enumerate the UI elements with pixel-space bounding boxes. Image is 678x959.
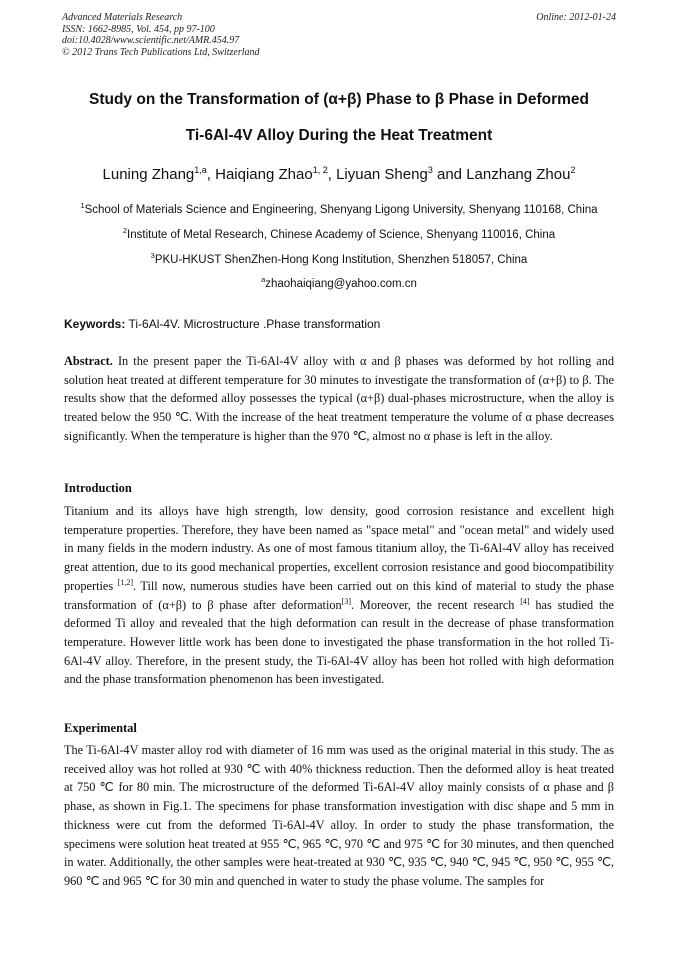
doi-line: doi:10.4028/www.scientific.net/AMR.454.97 — [62, 35, 240, 46]
author-affil-sup: 3 — [427, 165, 433, 175]
author-name: Liyuan Sheng — [336, 166, 428, 183]
experimental-body — [64, 741, 614, 951]
author-separator: , — [327, 166, 337, 183]
affiliation-text: PKU-HKUST ShenZhen-Hong Kong Institution, Shenzhen 518057, China — [154, 254, 528, 266]
paper-title-line-2: Ti-6Al-4V Alloy During the Heat Treatment — [185, 127, 493, 144]
affiliation-text: School of Materials Science and Engineering, Shenyang Ligong University, Shenyang 110168, China — [84, 204, 598, 216]
intro-text: has studied the deformed Ti alloy and revealed that the high deformation can result in the decrease of phase transformation temperature. However little work has been done to investigated the phase transformation in the hot rolled Ti-6Al-4V alloy. Therefore, in the present study, the Ti-6Al-4V alloy has been hot rolled with high deformation and the phase transformation phenomenon has been investigated. — [64, 597, 614, 687]
author-name: Haiqiang Zhao — [215, 166, 313, 183]
affiliation-3 — [0, 251, 678, 266]
abstract-label: Abstract. — [64, 354, 113, 368]
paper-title-line-1: Study on the Transformation of (α+β) Phase to β Phase in Deformed — [89, 91, 589, 108]
author-affil-sup: 1,a — [194, 165, 207, 175]
citation: [1,2] — [117, 577, 134, 587]
abstract — [64, 352, 614, 446]
issn-line: ISSN: 1662-8985, Vol. 454, pp 97-100 — [62, 23, 215, 35]
keywords-text: Ti-6Al-4V. Microstructure .Phase transformation — [125, 317, 381, 331]
online-date-text: Online: 2012-01-24 — [536, 12, 616, 23]
citation: [4] — [520, 596, 530, 606]
experimental-heading: Experimental — [64, 721, 137, 735]
citation: [3] — [341, 596, 351, 606]
author-affil-sup: 1, 2 — [312, 165, 328, 175]
author-separator: and — [432, 166, 467, 183]
online-date — [536, 12, 616, 24]
affiliation-1 — [0, 201, 678, 216]
affiliation-text: Institute of Metal Research, Chinese Academy of Science, Shenyang 110016, China — [127, 229, 556, 241]
affiliation-sup: 2 — [122, 226, 128, 236]
introduction-heading: Introduction — [64, 481, 132, 495]
author-list — [0, 166, 678, 183]
journal-header — [62, 12, 260, 58]
keywords-label: Keywords: — [64, 317, 126, 331]
affiliation-sup: a — [261, 275, 266, 285]
introduction-body — [64, 502, 614, 689]
author-separator: , — [206, 166, 216, 183]
intro-text: Titanium and its alloys have high strength, low density, good corrosion resistance and excellent high temperature properties. Therefore, they have been named as "space metal" and "ocean metal" and widely used in many fields in the modern industry. As one of most famous titanium alloy, the Ti-6Al-4V alloy has received great attention, due to its good mechanical properties, excellent corrosion resistance and good biocompatibility properties — [64, 504, 614, 593]
author-email — [0, 275, 678, 290]
affiliation-2 — [0, 226, 678, 241]
affiliation-sup: 1 — [80, 201, 85, 211]
intro-text: . Moreover, the recent research — [350, 597, 521, 612]
author-affil-sup: 2 — [570, 165, 576, 175]
experimental-text: The Ti-6Al-4V master alloy rod with diameter of 16 mm was used as the original material in this study. The as received alloy was hot rolled at 930 ℃ with 40% thickness reduction. Then the deformed alloy is heat treated at 750 ℃ for 80 min. The microstructure of the deformed Ti-6Al-4V alloy mainly consists of α phase and β phase, as shown in Fig.1. The specimens for phase transformation investigation with disc shape and 5 mm in thickness were cut from the deformed Ti-6Al-4V alloy. In order to study the phase transformation, the specimens were solution heat treated at 955 ℃, 965 ℃, 970 ℃ and 975 ℃ for 30 minutes, and then quenched in water. Additionally, the other samples were heat-treated at 930 ℃, 935 ℃, 940 ℃, 945 ℃, 950 ℃, 955 ℃, 960 ℃ and 965 ℃ for 30 min and quenched in water to study the phase volume. The samples for — [64, 743, 614, 888]
copyright-line: © 2012 Trans Tech Publications Ltd, Switzerland — [62, 46, 260, 58]
keywords — [64, 317, 380, 331]
email-text: zhaohaiqiang@yahoo.com.cn — [265, 278, 417, 290]
abstract-text: In the present paper the Ti-6Al-4V alloy with α and β phases was deformed by hot rolling and solution heat treated at different temperature for 30 minutes to investigate the transformation of (α+β) to β. The results show that the deformed alloy possesses the typical (α+β) dual-phases microstructure, when the alloy is treated below the 950 ℃. With the increase of the heat treatment temperature the volume of α phase decreases significantly. When the temperature is higher than the 970 ℃, almost no α phase is left in the alloy. — [64, 354, 614, 443]
intro-text: . Till now, numerous studies have been carried out on this kind of material to study the phase transformation of (α+β) to β phase after deformation — [64, 578, 614, 612]
author-name: Luning Zhang — [102, 166, 195, 183]
affiliation-sup: 3 — [150, 251, 155, 261]
author-name: Lanzhang Zhou — [466, 166, 571, 183]
journal-name: Advanced Materials Research — [62, 12, 183, 23]
